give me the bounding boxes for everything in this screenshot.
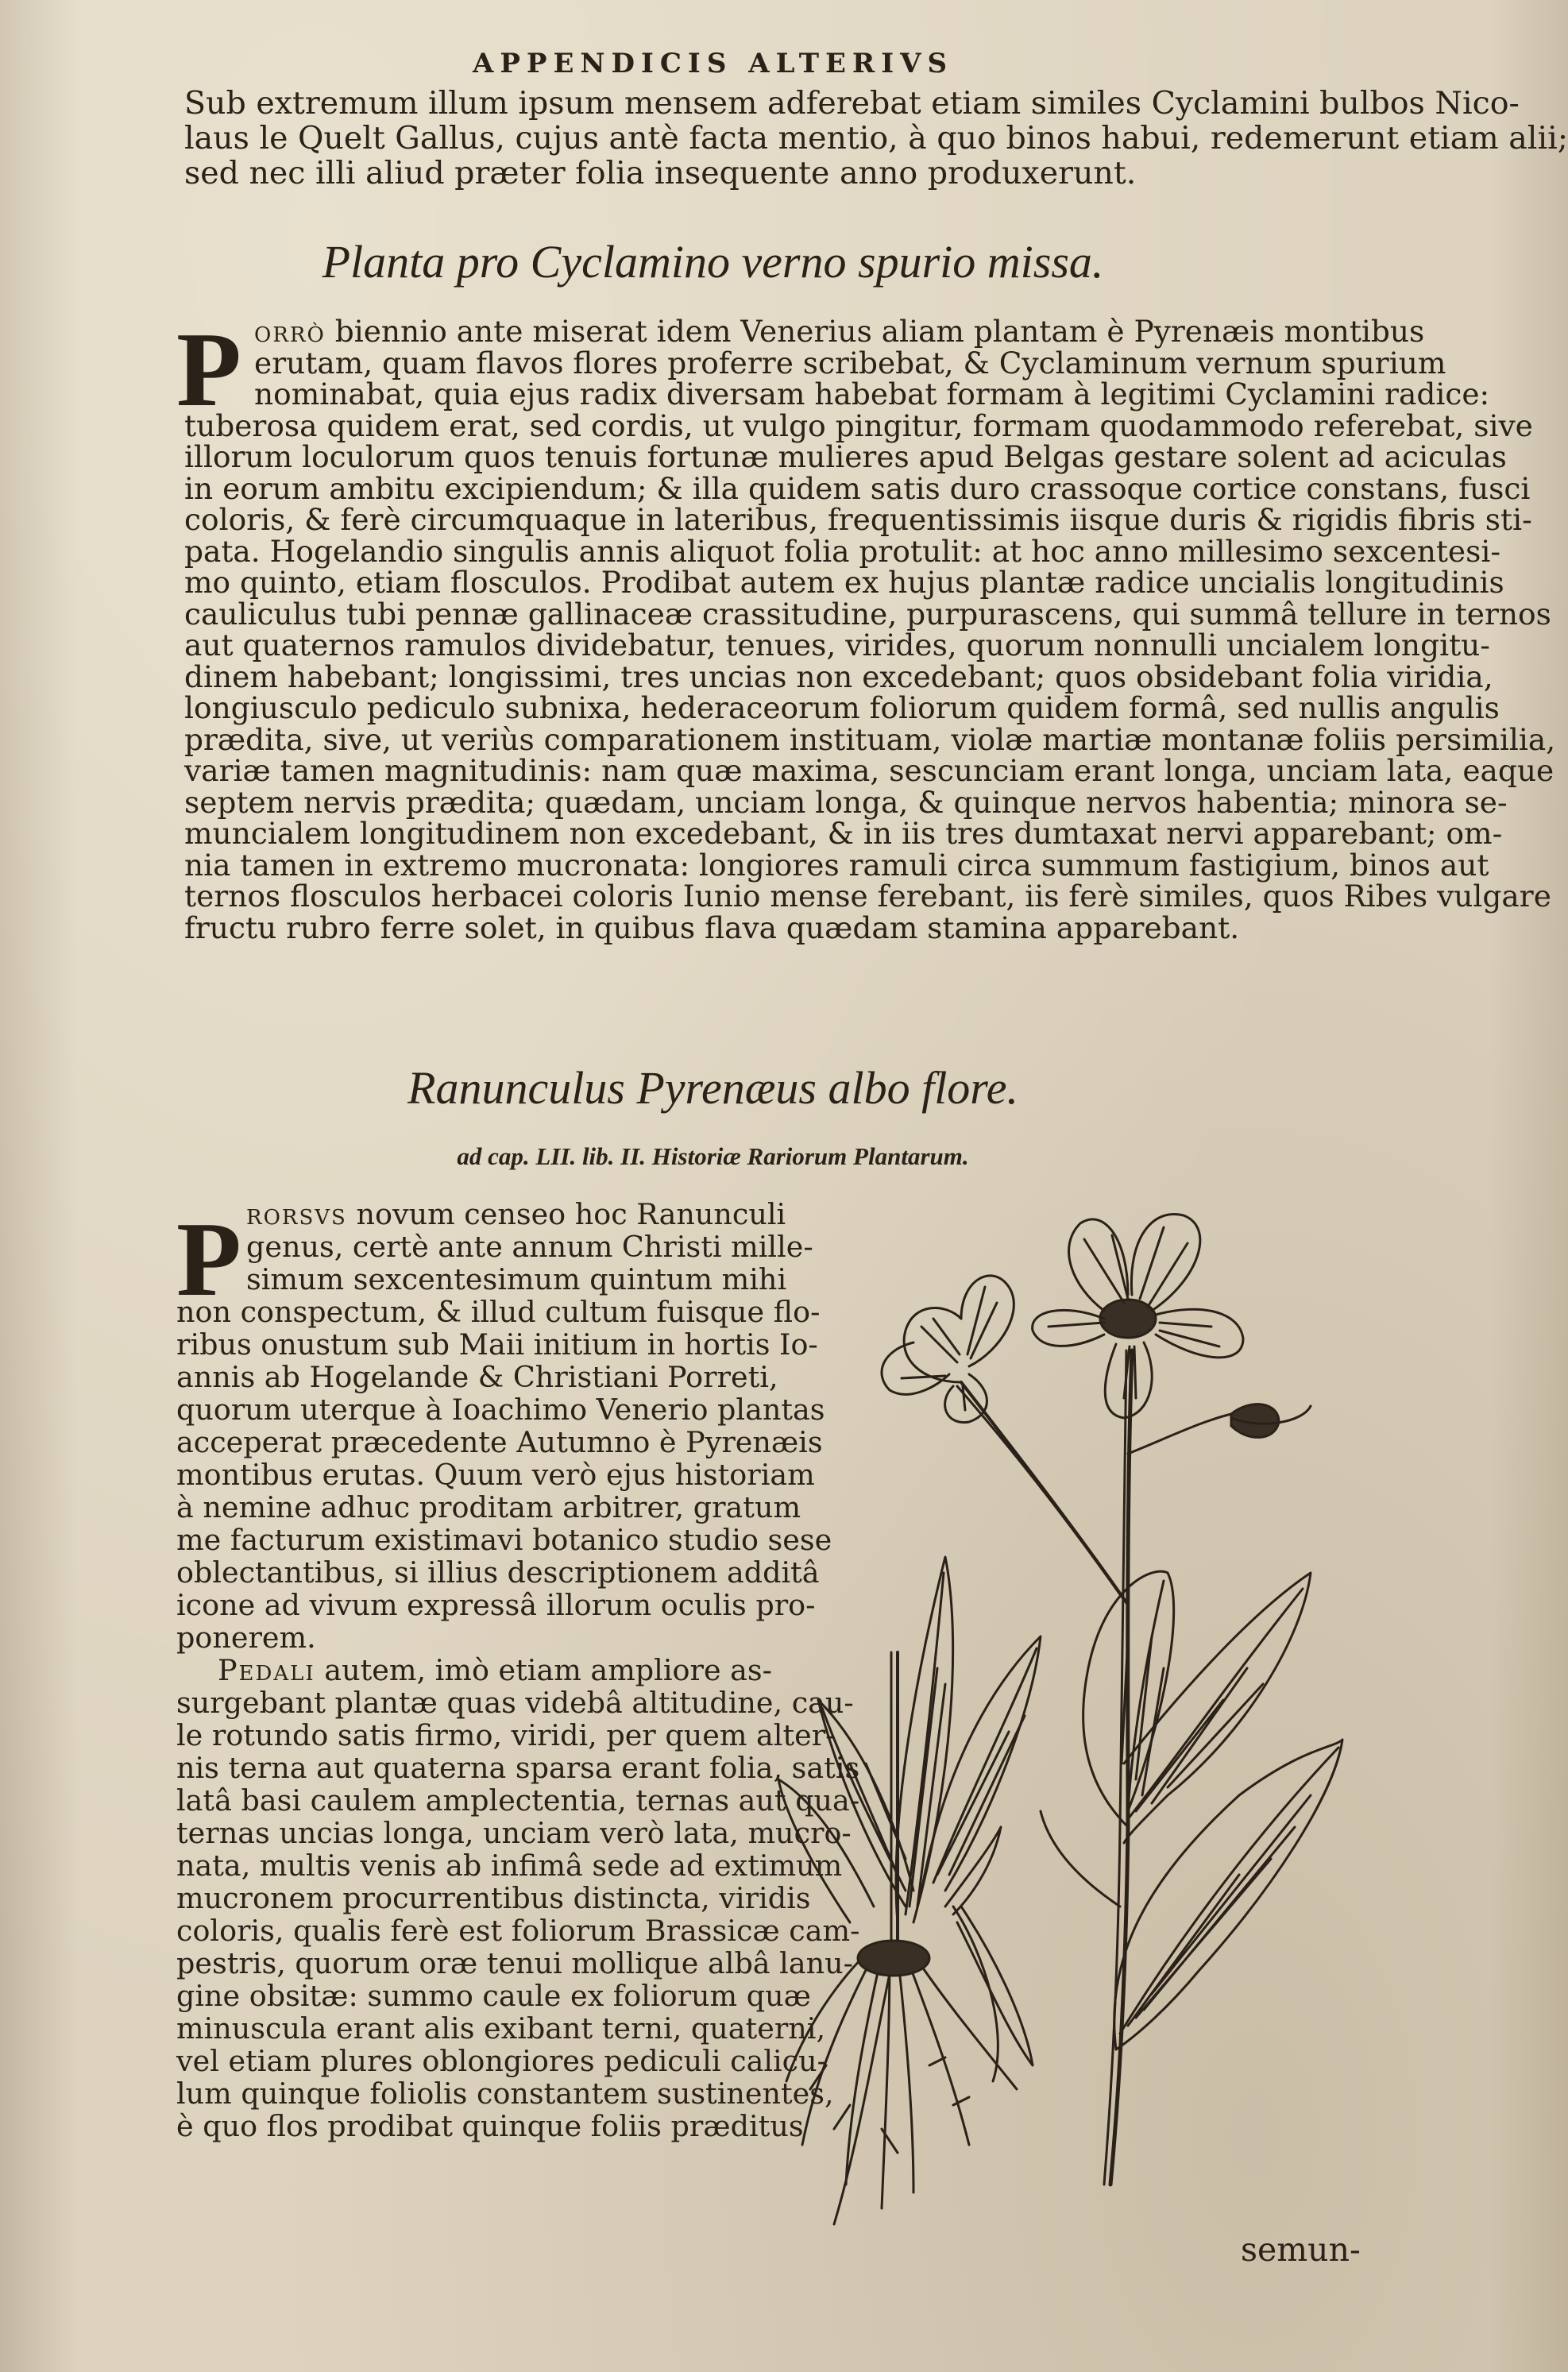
text-line: orrò biennio ante miserat idem Venerius aliam plantam è Pyrenæis montibus <box>254 314 1425 349</box>
text-line: oblectantibus, si illius descriptionem additâ <box>176 1555 820 1590</box>
flower-top <box>1033 1214 1243 1418</box>
text-line: acceperat præcedente Autumno è Pyrenæis <box>176 1425 823 1459</box>
text-line: mo quinto, etiam flosculos. Prodibat autem ex hujus plantæ radice uncialis longitudinis <box>184 565 1504 600</box>
text-line: prædita, sive, ut veriùs comparationem instituam, violæ martiæ montanæ foliis persimilia, <box>184 721 1556 757</box>
text-line: ponerem. <box>176 1621 316 1655</box>
text-line: fructu rubro ferre solet, in quibus flava quædam stamina apparebant. <box>184 910 1240 945</box>
text-line: sed nec illi aliud præter folia insequente anno produxerunt. <box>184 155 1137 191</box>
text-line: nia tamen in extremo mucronata: longiores ramuli circa summum fastigium, binos aut <box>184 847 1489 883</box>
text-line: quorum uterque à Ioachimo Venerio plantas <box>176 1393 825 1427</box>
text-line: pestris, quorum oræ tenui mollique albâ lanu- <box>176 1946 853 1980</box>
text-line: minuscula erant alis exibant terni, quaterni, <box>176 2011 826 2046</box>
ranunculus-woodcut-illustration <box>755 1192 1358 2272</box>
text-line: mucronem procurrentibus distincta, viridis <box>176 1881 811 1915</box>
text-line: icone ad vivum expressâ illorum oculis pro- <box>176 1588 816 1622</box>
text-line: variæ tamen magnitudinis: nam quæ maxima, sescunciam erant longa, unciam lata, eaque <box>184 753 1554 788</box>
text-line: è quo flos prodibat quinque foliis præditus <box>176 2109 804 2143</box>
text-line: dinem habebant; longissimi, tres uncias non excedebant; quos obsidebant folia viridia, <box>184 659 1493 694</box>
text-line: lum quinque foliolis constantem sustinentes, <box>176 2076 834 2111</box>
first-word: Pedali <box>218 1653 315 1687</box>
drop-cap: P <box>176 1200 241 1318</box>
section-title: Planta pro Cyclamino verno spurio missa. <box>322 236 1104 288</box>
text-line: erutam, quam flavos flores proferre scribebat, & Cyclaminum vernum spurium <box>254 345 1446 381</box>
text-line: ternas uncias longa, unciam verò lata, mucro- <box>176 1816 852 1850</box>
text-line: simum sexcentesimum quintum mihi <box>246 1262 787 1296</box>
text-line: vel etiam plures oblongiores pediculi calicu- <box>176 2044 827 2078</box>
first-word: orrò <box>254 314 326 349</box>
text-line: coloris, & ferè circumquaque in lateribus, frequentissimis iisque duris & rigidis fibris sti- <box>184 502 1532 537</box>
flower-left <box>882 1276 1014 1423</box>
text-line: non conspectum, & illud cultum fuisque flo- <box>176 1295 821 1329</box>
text-line: tuberosa quidem erat, sed cordis, ut vulgo pingitur, formam quodammodo referebat, sive <box>184 408 1533 443</box>
text-line: cauliculus tubi pennæ gallinaceæ crassitudine, purpurascens, qui summâ tellure in ternos <box>184 596 1551 632</box>
running-head: APPENDICIS ALTERIVS <box>472 48 954 79</box>
text-line: genus, certè ante annum Christi mille- <box>246 1230 813 1264</box>
text-line: illorum loculorum quos tenuis fortunæ mulieres apud Belgas gestare solent ad aciculas <box>184 439 1507 474</box>
text-line: montibus erutas. Quum verò ejus historiam <box>176 1458 815 1492</box>
text-line: ribus onustum sub Maii initium in hortis Io- <box>176 1327 818 1362</box>
text-line: pata. Hogelandio singulis annis aliquot folia protulit: at hoc anno millesimo sexcentesi- <box>184 533 1501 569</box>
text-line: longiusculo pediculo subnixa, hederaceorum foliorum quidem formâ, sed nullis angulis <box>184 690 1500 725</box>
text-line: le rotundo satis firmo, viridi, per quem alter- <box>176 1718 836 1752</box>
top-paragraph <box>184 85 1568 191</box>
section-title: Ranunculus Pyrenæus albo flore. <box>407 1062 1018 1114</box>
section-body <box>176 1197 860 2143</box>
text-line: septem nervis prædita; quædam, unciam longa, & quinque nervos habentia; minora se- <box>184 784 1508 820</box>
text-line: nominabat, quia ejus radix diversam habebat formam à legitimi Cyclamini radice: <box>254 377 1490 411</box>
text-line: nis terna aut quaterna sparsa erant folia, satis <box>176 1751 860 1785</box>
text-line: latâ basi caulem amplectentia, ternas aut qua- <box>176 1783 860 1818</box>
text-line: nata, multis venis ab infimâ sede ad extimum <box>176 1849 843 1883</box>
section-body <box>184 314 1556 945</box>
text-line: annis ab Hogelande & Christiani Porreti, <box>176 1360 778 1394</box>
text-line: me facturum existimavi botanico studio sese <box>176 1523 832 1557</box>
text-line: coloris, qualis ferè est foliorum Brassicæ cam- <box>176 1914 860 1948</box>
text-line: muncialem longitudinem non excedebant, & in iis tres dumtaxat nervi apparebant; om- <box>184 816 1503 851</box>
text-line: laus le Quelt Gallus, cujus antè facta mentio, à quo binos habui, redemerunt etiam alii; <box>184 120 1568 156</box>
first-word: rorsvs <box>246 1197 347 1231</box>
text-line: ternos flosculos herbacei coloris Iunio mense ferebant, iis ferè similes, quos Ribes vulgare <box>184 879 1551 914</box>
text-line: rorsvs novum censeo hoc Ranunculi <box>246 1197 786 1231</box>
text-line: aut quaternos ramulos dividebatur, tenues, virides, quorum nonnulli uncialem longitu- <box>184 628 1490 663</box>
drop-cap: P <box>176 311 241 428</box>
text-line: surgebant plantæ quas videbâ altitudine, cau- <box>176 1686 854 1720</box>
text-line: gine obsitæ: summo caule ex foliorum quæ <box>176 1979 811 2013</box>
text-line: à nemine adhuc proditam arbitrer, gratum <box>176 1490 801 1524</box>
text-line: Pedali autem, imò etiam ampliore as- <box>218 1653 772 1687</box>
catchword: semun- <box>1241 2231 1361 2269</box>
text-line: in eorum ambitu excipiendum; & illa quidem satis duro crassoque cortice constans, fusci <box>184 470 1531 506</box>
text-line: Sub extremum illum ipsum mensem adferebat etiam similes Cyclamini bulbos Nico- <box>184 85 1520 122</box>
section-subtitle: ad cap. LII. lib. II. Historiæ Rariorum Plantarum. <box>457 1142 969 1170</box>
